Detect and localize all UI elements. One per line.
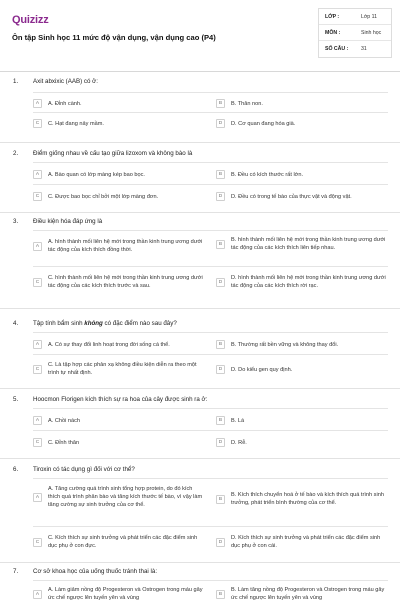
option-letter-badge: B	[216, 416, 225, 425]
option-b[interactable]	[216, 416, 386, 425]
option-b[interactable]	[216, 491, 386, 507]
option-text: C. Đỉnh thân	[48, 439, 80, 446]
option-text: D. Đều có trong tế bào của thực vật và động vật.	[231, 193, 352, 200]
option-text: A. Chồi nách	[48, 417, 81, 424]
question-text-part: Tập tính bẩm sinh	[33, 320, 85, 327]
divider	[0, 308, 400, 309]
question-number: 4.	[13, 320, 19, 327]
meta-row-count	[319, 41, 391, 57]
option-text: A. hình thành mối liên hệ mới trong thần kinh trung ương dưới tác động của kích thích đồng thời.	[48, 239, 203, 253]
option-text: B. Thân non.	[231, 100, 263, 107]
option-c[interactable]	[33, 361, 203, 377]
meta-value: 31	[361, 46, 367, 52]
option-text: B. Thường rất bền vững và không thay đổi.	[231, 341, 339, 348]
option-a[interactable]	[33, 485, 203, 509]
option-row	[33, 162, 388, 184]
option-c[interactable]	[33, 119, 203, 128]
option-letter-badge: D	[216, 365, 225, 374]
option-d[interactable]	[216, 534, 386, 550]
option-row	[33, 230, 388, 266]
option-row	[33, 92, 388, 112]
option-letter-badge: D	[216, 192, 225, 201]
option-text: D. hình thành mối liên hệ mới trong thần kinh trung ương dưới tác động của các kích thích rời rạc.	[231, 275, 386, 289]
option-letter-badge: B	[216, 240, 225, 249]
option-text: D. Do kiểu gen quy định.	[231, 366, 293, 373]
option-row	[33, 580, 388, 602]
option-letter-badge: A	[33, 590, 42, 599]
question-text: Điều kiện hóa đáp ứng là	[33, 218, 103, 225]
meta-label: SỐ CÂU :	[325, 46, 349, 52]
option-text: A. Tăng cường quá trình sinh tổng hợp protein, do đó kích thích quá trình phân bào và tăng kích thước tế bào, vì vậy làm tăng cường sự sinh trưởng của cơ thể.	[48, 486, 203, 508]
divider	[0, 458, 400, 459]
option-b[interactable]	[216, 236, 386, 252]
option-letter-badge: C	[33, 538, 42, 547]
meta-box	[318, 8, 392, 58]
divider	[0, 562, 400, 563]
option-letter-badge: A	[33, 416, 42, 425]
option-row	[33, 430, 388, 452]
option-text: A. Bào quan có lớp màng kép bao bọc.	[48, 171, 145, 178]
option-text: D. Kích thích sự sinh trưởng và phát triển các đặc điểm sinh dục phụ ở con cái.	[231, 535, 381, 549]
option-b[interactable]	[216, 99, 386, 108]
question-text	[33, 320, 177, 327]
option-text: C. Được bao bọc chỉ bởi một lớp màng đơn.	[48, 193, 159, 200]
option-letter-badge: C	[33, 278, 42, 287]
question-number: 5.	[13, 396, 19, 403]
option-text: B. Lá	[231, 417, 245, 424]
question-text: Hoocmon Florigen kích thích sự ra hoa của cây được sinh ra ở:	[33, 396, 208, 403]
option-row	[33, 184, 388, 206]
option-text: B. Kích thích chuyển hoá ở tế bào và kích thích quá trình sinh trưởng, phát triển bình thường của cơ thể.	[231, 492, 384, 506]
option-letter-badge: A	[33, 493, 42, 502]
option-text: D. Cơ quan đang hóa già.	[231, 120, 296, 127]
question-text-part: có đặc điểm nào sau đây?	[102, 320, 177, 327]
option-letter-badge: B	[216, 340, 225, 349]
option-letter-badge: C	[33, 438, 42, 447]
option-text: C. Hạt đang nảy mầm.	[48, 120, 104, 127]
option-a[interactable]	[33, 99, 203, 108]
question-text: Axit abxixic (AAB) có ở:	[33, 78, 98, 85]
meta-value: Sinh học	[361, 29, 382, 36]
meta-value: Lớp 11	[361, 13, 377, 20]
option-letter-badge: A	[33, 340, 42, 349]
divider	[0, 212, 400, 213]
page-title: Ôn tập Sinh học 11 mức độ vận dụng, vận dụng cao (P4)	[12, 33, 216, 42]
meta-row-class	[319, 9, 391, 25]
option-letter-badge: D	[216, 278, 225, 287]
question-number: 2.	[13, 150, 19, 157]
question-number: 3.	[13, 218, 19, 225]
option-letter-badge: C	[33, 192, 42, 201]
option-b[interactable]	[216, 340, 386, 349]
option-text: D. Rễ.	[231, 439, 247, 446]
option-c[interactable]	[33, 438, 203, 447]
question-number: 1.	[13, 78, 19, 85]
question-number: 6.	[13, 466, 19, 473]
option-row	[33, 332, 388, 354]
question-text: Cơ sở khoa học của uống thuốc tránh thai là:	[33, 568, 158, 575]
option-c[interactable]	[33, 274, 203, 290]
option-text: B. Đều có kích thước rất lớn.	[231, 171, 304, 178]
meta-row-subject	[319, 25, 391, 41]
option-letter-badge: A	[33, 242, 42, 251]
option-text: A. Có sự thay đổi linh hoạt trong đời sống cá thể.	[48, 341, 170, 348]
question-text: Tiroxin có tác dụng gì đối với cơ thể?	[33, 466, 135, 473]
option-text: C. hình thành mối liên hệ mới trong thần kinh trung ương dưới tác động của các kích thích trước và sau.	[48, 275, 203, 289]
option-d[interactable]	[216, 119, 386, 128]
option-text: A. Đỉnh cành.	[48, 100, 82, 107]
option-text: B. hình thành mối liên hệ mới trong thần kinh trung ương dưới tác động của các kích thích liên tiếp nhau.	[231, 237, 386, 251]
option-d[interactable]	[216, 192, 386, 201]
option-b[interactable]	[216, 170, 386, 179]
option-letter-badge: B	[216, 99, 225, 108]
option-a[interactable]	[33, 238, 203, 254]
option-letter-badge: B	[216, 495, 225, 504]
option-letter-badge: B	[216, 590, 225, 599]
option-row	[33, 354, 388, 382]
option-letter-badge: A	[33, 99, 42, 108]
divider	[0, 142, 400, 143]
divider	[0, 388, 400, 389]
meta-label: MÔN :	[325, 29, 341, 36]
question-emphasis: không	[84, 320, 103, 327]
option-letter-badge: A	[33, 170, 42, 179]
option-a[interactable]	[33, 416, 203, 425]
option-text: B. Làm tăng nồng độ Progesteron và Ostrogen trong máu gây ức chế ngược lên tuyến yên và vùng	[231, 587, 385, 601]
option-letter-badge: B	[216, 170, 225, 179]
option-d[interactable]	[216, 365, 386, 374]
option-row	[33, 478, 388, 526]
option-a[interactable]	[33, 340, 203, 349]
option-text: C. Là tập hợp các phản xạ không điều kiện diễn ra theo một trình tự nhất định.	[48, 362, 197, 376]
option-letter-badge: D	[216, 119, 225, 128]
question-text: Điểm giống nhau về cấu tạo giữa lizoxom và không bào là	[33, 150, 193, 157]
option-d[interactable]	[216, 438, 386, 447]
option-a[interactable]	[33, 170, 203, 179]
option-row	[33, 408, 388, 430]
option-text: A. Làm giảm nồng độ Progesteron và Ostrogen trong máu gây ức chế ngược lên tuyến yên và vùng	[48, 587, 203, 601]
option-text: C. Kích thích sự sinh trưởng và phát triển các đặc điểm sinh dục phụ ở con đực.	[48, 535, 198, 549]
option-letter-badge: D	[216, 438, 225, 447]
option-c[interactable]	[33, 192, 203, 201]
option-letter-badge: C	[33, 119, 42, 128]
worksheet-header	[0, 0, 400, 72]
option-c[interactable]	[33, 534, 203, 550]
option-row	[33, 266, 388, 302]
question-number: 7.	[13, 568, 19, 575]
option-letter-badge: C	[33, 365, 42, 374]
option-letter-badge: D	[216, 538, 225, 547]
meta-label: LỚP :	[325, 13, 340, 20]
option-row	[33, 112, 388, 132]
option-d[interactable]	[216, 274, 386, 290]
option-row	[33, 526, 388, 556]
quizizz-logo: Quizizz	[12, 14, 49, 26]
